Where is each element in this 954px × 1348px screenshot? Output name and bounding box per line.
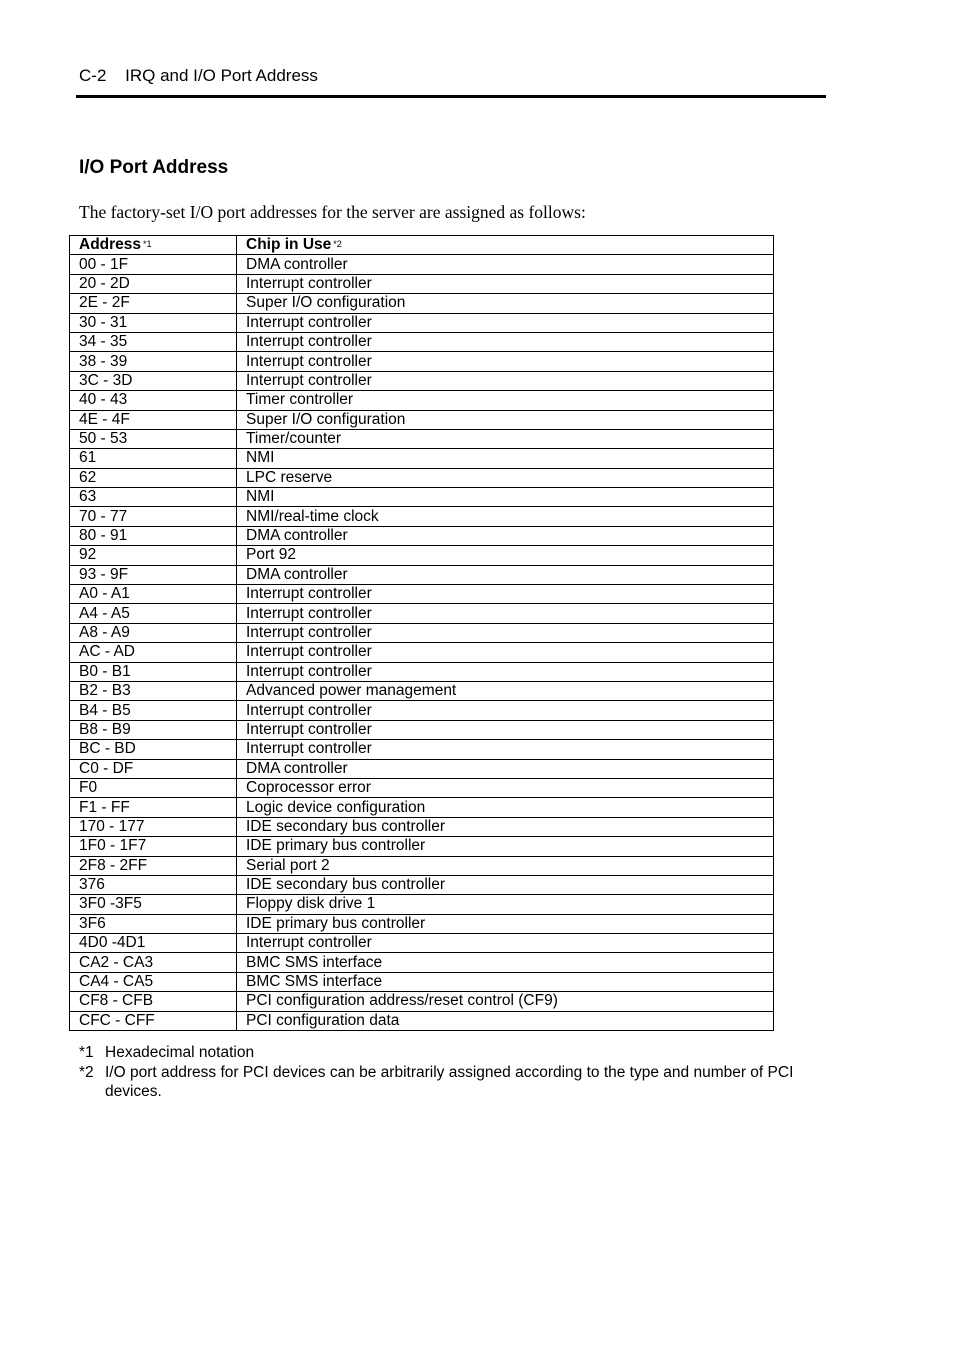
address-cell: 40 - 43 xyxy=(70,391,237,410)
footnote xyxy=(79,1043,819,1063)
address-cell: 63 xyxy=(70,488,237,507)
chip-cell: Interrupt controller xyxy=(237,585,774,604)
address-cell: 30 - 31 xyxy=(70,313,237,332)
table-row xyxy=(70,837,774,856)
table-row xyxy=(70,371,774,390)
table-row xyxy=(70,488,774,507)
table-row xyxy=(70,429,774,448)
chip-cell: Super I/O configuration xyxy=(237,410,774,429)
address-cell: 62 xyxy=(70,468,237,487)
chip-cell: Interrupt controller xyxy=(237,701,774,720)
io-port-table xyxy=(69,235,774,1031)
chip-cell: Interrupt controller xyxy=(237,313,774,332)
address-cell: 376 xyxy=(70,875,237,894)
chip-cell: Coprocessor error xyxy=(237,778,774,797)
table-row xyxy=(70,313,774,332)
footnote-text: I/O port address for PCI devices can be arbitrarily assigned according to the type and number of PCI devices. xyxy=(105,1063,794,1100)
table-row xyxy=(70,740,774,759)
table-row xyxy=(70,759,774,778)
address-cell: F1 - FF xyxy=(70,798,237,817)
address-cell: CA2 - CA3 xyxy=(70,953,237,972)
table-row xyxy=(70,507,774,526)
table-row xyxy=(70,546,774,565)
address-cell: 4D0 -4D1 xyxy=(70,934,237,953)
table-row xyxy=(70,875,774,894)
table-row xyxy=(70,643,774,662)
chip-cell: LPC reserve xyxy=(237,468,774,487)
table-row xyxy=(70,565,774,584)
chip-cell: Interrupt controller xyxy=(237,934,774,953)
address-cell: A8 - A9 xyxy=(70,623,237,642)
table-row xyxy=(70,798,774,817)
chapter-title: IRQ and I/O Port Address xyxy=(125,66,318,85)
table-row xyxy=(70,410,774,429)
address-cell: A4 - A5 xyxy=(70,604,237,623)
table-row xyxy=(70,856,774,875)
table-row xyxy=(70,604,774,623)
table-row xyxy=(70,914,774,933)
chip-cell: Interrupt controller xyxy=(237,371,774,390)
address-cell: 92 xyxy=(70,546,237,565)
chip-cell: IDE primary bus controller xyxy=(237,914,774,933)
address-cell: CA4 - CA5 xyxy=(70,972,237,991)
table-row xyxy=(70,778,774,797)
table-row xyxy=(70,526,774,545)
address-cell: A0 - A1 xyxy=(70,585,237,604)
chip-header-note: *2 xyxy=(333,239,342,250)
address-cell: 2F8 - 2FF xyxy=(70,856,237,875)
chip-cell: Interrupt controller xyxy=(237,662,774,681)
table-row xyxy=(70,972,774,991)
footnote-text: Hexadecimal notation xyxy=(105,1044,255,1061)
table-body xyxy=(70,255,774,1031)
table-row xyxy=(70,934,774,953)
intro-paragraph: The factory-set I/O port addresses for the server are assigned as follows: xyxy=(79,202,586,222)
page-number: C-2 xyxy=(79,66,107,85)
chip-cell: DMA controller xyxy=(237,526,774,545)
chip-cell: DMA controller xyxy=(237,255,774,274)
chip-cell: Timer controller xyxy=(237,391,774,410)
chip-cell: Serial port 2 xyxy=(237,856,774,875)
address-cell: B4 - B5 xyxy=(70,701,237,720)
table-row xyxy=(70,623,774,642)
footnotes xyxy=(79,1043,819,1102)
chip-cell: IDE primary bus controller xyxy=(237,837,774,856)
chip-cell: Logic device configuration xyxy=(237,798,774,817)
chip-cell: Interrupt controller xyxy=(237,643,774,662)
table-header-row xyxy=(70,236,774,255)
table-row xyxy=(70,1011,774,1030)
address-header-label: Address xyxy=(79,236,142,254)
chip-column-header xyxy=(237,236,774,255)
table-row xyxy=(70,817,774,836)
chip-cell: Interrupt controller xyxy=(237,332,774,351)
table-row xyxy=(70,294,774,313)
address-cell: 93 - 9F xyxy=(70,565,237,584)
address-cell: 170 - 177 xyxy=(70,817,237,836)
chip-cell: Interrupt controller xyxy=(237,623,774,642)
address-cell: 61 xyxy=(70,449,237,468)
chip-cell: NMI xyxy=(237,449,774,468)
table-row xyxy=(70,895,774,914)
address-cell: 1F0 - 1F7 xyxy=(70,837,237,856)
section-title: I/O Port Address xyxy=(79,157,229,178)
table-row xyxy=(70,449,774,468)
address-cell: F0 xyxy=(70,778,237,797)
address-cell: B2 - B3 xyxy=(70,681,237,700)
running-header xyxy=(79,66,318,86)
table-row xyxy=(70,662,774,681)
address-cell: BC - BD xyxy=(70,740,237,759)
address-cell: CFC - CFF xyxy=(70,1011,237,1030)
table-row xyxy=(70,391,774,410)
chip-cell: Floppy disk drive 1 xyxy=(237,895,774,914)
address-cell: B8 - B9 xyxy=(70,720,237,739)
table-row xyxy=(70,953,774,972)
address-cell: B0 - B1 xyxy=(70,662,237,681)
chip-cell: NMI xyxy=(237,488,774,507)
address-cell: 34 - 35 xyxy=(70,332,237,351)
chip-cell: PCI configuration address/reset control (CF9) xyxy=(237,992,774,1011)
footnote xyxy=(79,1063,819,1102)
chip-cell: Advanced power management xyxy=(237,681,774,700)
address-cell: CF8 - CFB xyxy=(70,992,237,1011)
chip-cell: DMA controller xyxy=(237,759,774,778)
address-header-note: *1 xyxy=(143,239,152,250)
chip-cell: Interrupt controller xyxy=(237,720,774,739)
footnote-marker: *1 xyxy=(79,1044,94,1061)
table-row xyxy=(70,681,774,700)
address-cell: AC - AD xyxy=(70,643,237,662)
address-cell: 3F6 xyxy=(70,914,237,933)
chip-cell: IDE secondary bus controller xyxy=(237,875,774,894)
table-row xyxy=(70,352,774,371)
address-cell: 4E - 4F xyxy=(70,410,237,429)
chip-cell: Super I/O configuration xyxy=(237,294,774,313)
table-row xyxy=(70,274,774,293)
chip-cell: Interrupt controller xyxy=(237,352,774,371)
chip-header-label: Chip in Use xyxy=(246,236,332,254)
header-rule xyxy=(76,95,826,98)
chip-cell: DMA controller xyxy=(237,565,774,584)
chip-cell: Interrupt controller xyxy=(237,604,774,623)
table-row xyxy=(70,585,774,604)
table-row xyxy=(70,992,774,1011)
chip-cell: PCI configuration data xyxy=(237,1011,774,1030)
chip-cell: Timer/counter xyxy=(237,429,774,448)
address-column-header xyxy=(70,236,237,255)
address-cell: C0 - DF xyxy=(70,759,237,778)
chip-cell: IDE secondary bus controller xyxy=(237,817,774,836)
address-cell: 38 - 39 xyxy=(70,352,237,371)
chip-cell: BMC SMS interface xyxy=(237,953,774,972)
chip-cell: NMI/real-time clock xyxy=(237,507,774,526)
address-cell: 00 - 1F xyxy=(70,255,237,274)
address-cell: 3C - 3D xyxy=(70,371,237,390)
address-cell: 50 - 53 xyxy=(70,429,237,448)
chip-cell: BMC SMS interface xyxy=(237,972,774,991)
table-row xyxy=(70,332,774,351)
chip-cell: Interrupt controller xyxy=(237,740,774,759)
chip-cell: Interrupt controller xyxy=(237,274,774,293)
table-row xyxy=(70,720,774,739)
address-cell: 80 - 91 xyxy=(70,526,237,545)
address-cell: 2E - 2F xyxy=(70,294,237,313)
address-cell: 70 - 77 xyxy=(70,507,237,526)
address-cell: 20 - 2D xyxy=(70,274,237,293)
table-row xyxy=(70,701,774,720)
address-cell: 3F0 -3F5 xyxy=(70,895,237,914)
footnote-marker: *2 xyxy=(79,1063,94,1081)
table-row xyxy=(70,255,774,274)
chip-cell: Port 92 xyxy=(237,546,774,565)
table-row xyxy=(70,468,774,487)
